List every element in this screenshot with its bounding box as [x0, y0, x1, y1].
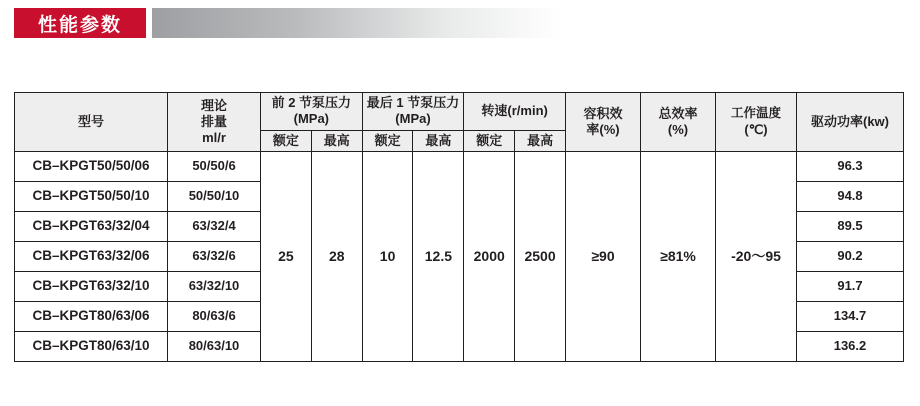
cell-displacement: 63/32/4 — [168, 211, 261, 241]
header-first2-rated: 额定 — [261, 130, 312, 151]
cell-working-temperature: -20～95 — [716, 151, 797, 361]
header-last1-rated: 额定 — [362, 130, 413, 151]
header-first2-pressure — [261, 93, 363, 131]
header-total-efficiency — [641, 93, 716, 152]
performance-parameters-table — [14, 92, 904, 362]
header-speed-rated: 额定 — [464, 130, 515, 151]
header-displacement-line1: 理论 — [200, 97, 227, 113]
cell-last1-rated: 10 — [362, 151, 413, 361]
cell-drive-power: 94.8 — [797, 181, 904, 211]
header-working-temperature-line2: (℃) — [744, 121, 768, 137]
table-head — [15, 93, 904, 152]
page-header — [0, 0, 920, 46]
cell-drive-power: 134.7 — [797, 301, 904, 331]
cell-drive-power: 90.2 — [797, 241, 904, 271]
cell-model: CB–KPGT50/50/06 — [15, 151, 168, 181]
header-row-top — [15, 93, 904, 131]
cell-displacement: 63/32/6 — [168, 241, 261, 271]
header-working-temperature-line1: 工作温度 — [730, 105, 781, 120]
cell-last1-max: 12.5 — [413, 151, 464, 361]
cell-displacement: 50/50/10 — [168, 181, 261, 211]
header-first2-max: 最高 — [311, 130, 362, 151]
cell-displacement: 80/63/10 — [168, 331, 261, 361]
table-body — [15, 151, 904, 361]
header-last1-pressure-line2: (MPa) — [395, 111, 431, 127]
cell-model: CB–KPGT63/32/10 — [15, 271, 168, 301]
cell-model: CB–KPGT50/50/10 — [15, 181, 168, 211]
header-gradient-bar — [152, 8, 562, 38]
header-displacement-line2: 排量 — [200, 113, 227, 129]
header-first2-pressure-line2: (MPa) — [293, 111, 330, 127]
header-volumetric-efficiency — [566, 93, 641, 152]
cell-speed-rated: 2000 — [464, 151, 515, 361]
cell-displacement: 50/50/6 — [168, 151, 261, 181]
header-displacement-line3: ml/r — [202, 130, 226, 145]
header-speed — [464, 93, 566, 131]
cell-displacement: 63/32/10 — [168, 271, 261, 301]
header-total-efficiency-line2: (%) — [667, 121, 689, 137]
header-first2-pressure-line1: 前 2 节泵压力 — [271, 95, 352, 110]
header-last1-max: 最高 — [413, 130, 464, 151]
cell-displacement: 80/63/6 — [168, 301, 261, 331]
cell-drive-power: 136.2 — [797, 331, 904, 361]
header-volumetric-efficiency-line1: 容积效 — [583, 105, 623, 121]
header-volumetric-efficiency-line2: 率(%) — [586, 121, 620, 137]
section-title-badge: 性能参数 — [14, 8, 146, 38]
header-working-temperature — [716, 93, 797, 152]
cell-drive-power: 89.5 — [797, 211, 904, 241]
cell-speed-max: 2500 — [515, 151, 566, 361]
spec-table-container — [14, 92, 904, 362]
cell-drive-power: 91.7 — [797, 271, 904, 301]
header-model: 型号 — [15, 93, 168, 152]
header-total-efficiency-line1: 总效率 — [658, 105, 698, 121]
header-last1-pressure-line1: 最后 1 节泵压力 — [366, 95, 460, 110]
cell-first2-rated: 25 — [261, 151, 312, 361]
header-speed-max: 最高 — [515, 130, 566, 151]
header-speed-line1: 转速(r/min) — [481, 103, 548, 119]
cell-model: CB–KPGT63/32/06 — [15, 241, 168, 271]
cell-model: CB–KPGT63/32/04 — [15, 211, 168, 241]
table-row — [15, 151, 904, 181]
header-drive-power: 驱动功率(kw) — [797, 93, 904, 152]
cell-drive-power: 96.3 — [797, 151, 904, 181]
cell-model: CB–KPGT80/63/10 — [15, 331, 168, 361]
cell-volumetric-efficiency: ≥90 — [566, 151, 641, 361]
header-last1-pressure — [362, 93, 464, 131]
cell-first2-max: 28 — [311, 151, 362, 361]
cell-model: CB–KPGT80/63/06 — [15, 301, 168, 331]
header-displacement — [168, 93, 261, 152]
cell-total-efficiency: ≥81% — [641, 151, 716, 361]
